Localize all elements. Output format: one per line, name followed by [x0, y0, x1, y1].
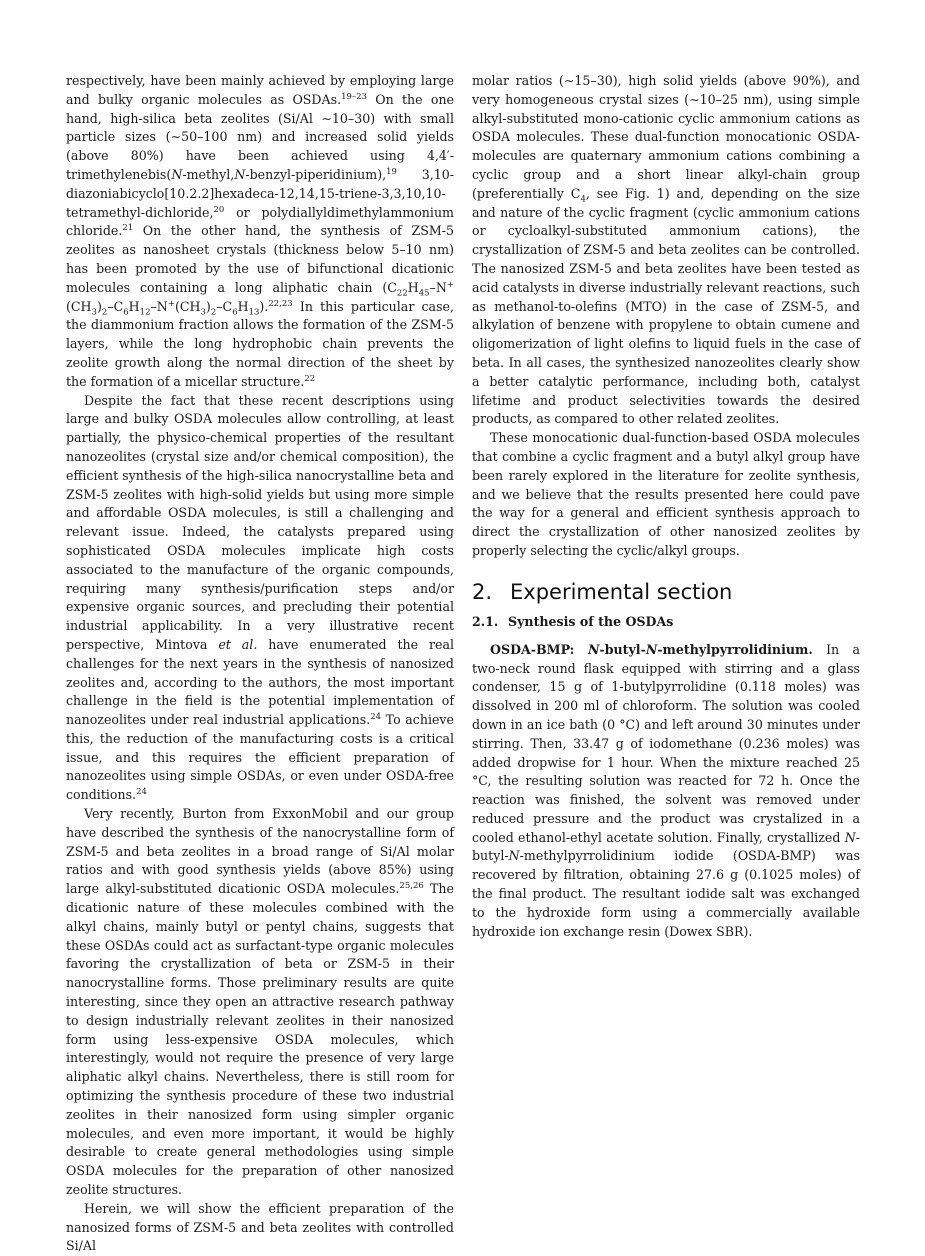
- paragraph: [66, 72, 454, 392]
- citation: 24: [370, 711, 382, 722]
- right-column: [472, 72, 860, 941]
- text: et al.: [218, 636, 258, 652]
- formula-text: –C: [107, 298, 124, 314]
- text: In a two-neck round flask equipped with stirring and a glass condenser, 15 g of 1-butylpyrrolidine (0.118 moles) was dissolved in 200 ml of chloroform. The solution was cooled down in an ice bath (0 °C) and left around 30 minutes under stirring. Then, 33.47 g of iodomethane (0.236 moles) was added dropwise for 1 hour. When the mixture reached 25 °C, the resulting solution was reacted for 72 h. Once the reaction was finished, the solvent was removed under reduced pressure and the product was crystalized in a cooled ethanol-ethyl acetate solution. Finally, crystallized: [472, 641, 860, 845]
- text: respectively, have been mainly achieved by employing large and bulky organic molecules as OSDAs.: [66, 73, 454, 107]
- paragraph: [66, 1200, 454, 1256]
- text: N: [508, 848, 520, 864]
- citation: 21: [122, 223, 134, 234]
- text: N: [234, 166, 246, 182]
- text: OSDA-BMP:: [490, 641, 588, 657]
- formula-subscript: 3: [91, 307, 97, 318]
- text: molar ratios (∼15–30), high solid yields (above 90%), and very homogeneous crystal sizes (∼10–25 nm), using simple alkyl-substituted mono-cationic cyclic ammonium cations as OSDA molecules. These dual-function monocationic OSDA-molecules are quaternary ammonium cations combining a cyclic group and a short linear alkyl-chain group (preferentially C: [472, 73, 860, 201]
- section-heading: [472, 579, 860, 605]
- text: N: [844, 829, 856, 845]
- text: have enumerated the real challenges for the next years in the synthesis of nanosized zeolites and, according to the authors, the most important challenge in the field is the potential implementation of nanozeolites under real industrial applications.: [66, 636, 455, 728]
- paragraph: [66, 805, 454, 1200]
- text: , see Fig. 1) and, depending on the size and nature of the cyclic fragment (cyclic ammonium cations or cycloalkyl-substituted ammonium cations), the crystallization of ZSM-5 and beta zeolites can be controlled. The nanosized ZSM-5 and beta zeolites have been tested as acid catalysts in diverse industrially relevant reactions, such as methanol-to-olefins (MTO) in the case of ZSM-5, and alkylation of benzene with propylene to obtain cumene and oligomerization of light olefins to liquid fuels in the case of beta. In all cases, the synthesized nanozeolites clearly show a better catalytic performance, including both, catalyst lifetime and product selectivities towards the desired products, as compared to other related zeolites.: [472, 185, 860, 427]
- subsection-number: 2.1.: [472, 613, 499, 629]
- citation: 20: [213, 204, 225, 215]
- text: -benzyl-piperidinium),: [245, 166, 387, 182]
- formula-text: ): [96, 298, 102, 314]
- formula-subscript: 6: [232, 307, 238, 318]
- text: -butyl-: [599, 641, 646, 657]
- formula-superscript: +: [167, 298, 175, 309]
- citation: 19: [386, 166, 397, 177]
- formula-text: H: [237, 298, 249, 314]
- formula-subscript: 12: [139, 307, 151, 318]
- formula-text: (CH: [174, 298, 201, 314]
- formula-text: ): [205, 298, 211, 314]
- formula-text: –N: [150, 298, 168, 314]
- text: These monocationic dual-function-based OSDA molecules that combine a cyclic fragment and a butyl alkyl group have been rarely explored in the literature for zeolite synthesis, and we believe that the results presented here could pave the way for a general and efficient synthesis approach to direct the crystallization of other nanosized zeolites by properly selecting the cyclic/alkyl groups.: [472, 430, 860, 558]
- text: N: [587, 641, 600, 657]
- formula-subscript: 4: [580, 194, 586, 205]
- formula-subscript: 22: [396, 288, 408, 299]
- text: The dicationic nature of these molecules combined with the alkyl chains, mainly butyl or pentyl chains, suggests that these OSDAs could act as surfactant-type organic molecules favoring the crystallization of beta or ZSM-5 in their nanocrystalline forms. Those preliminary results are quite interesting, since they open an attractive research pathway to design industrially relevant zeolites in their nanosized form using less-expensive OSDA molecules, which interestingly, would not require the presence of very large aliphatic alkyl chains. Nevertheless, there is still room for optimizing the synthesis procedure of these two industrial zeolites in their nanosized form using simpler organic molecules, and even more important, it would be highly desirable to create general methodologies using simple OSDA molecules for the preparation of other nanosized zeolite structures.: [66, 881, 454, 1198]
- formula-text: ).: [259, 298, 269, 314]
- formula-subscript: 2: [101, 307, 108, 318]
- formula-superscript: +: [446, 279, 454, 290]
- text: To achieve this, the reduction of the manufacturing costs is a critical issue, and this requires the efficient preparation of nanozeolites using simple OSDAs, or even under OSDA-free conditions.: [66, 712, 455, 803]
- left-column: [66, 72, 454, 1256]
- citation: 19–23: [341, 91, 367, 102]
- subsection-heading: [472, 613, 860, 631]
- paragraph: [472, 72, 860, 429]
- subsection-title: Synthesis of the OSDAs: [508, 613, 674, 629]
- text: N: [171, 166, 183, 182]
- text: Very recently, Burton from ExxonMobil and our group have described the synthesis of the nanocrystalline form of ZSM-5 and beta zeolites in a broad range of Si/Al molar ratios and with good synthesis yields (above 85%) using large alkyl-substituted dicationic OSDA molecules.: [66, 806, 454, 897]
- formula-subscript: 6: [123, 307, 129, 318]
- text: In this particular case, the diammonium fraction allows the formation of the ZSM-5 layers, while the long hydrophobic chain prevents the zeolite growth along the normal direction of the sheet by the formation of a micellar structure.: [66, 298, 454, 389]
- citation: 22,23: [268, 298, 293, 309]
- text: -methylpyrrolidinium.: [657, 641, 813, 657]
- citation: 25,26: [399, 881, 424, 892]
- paragraph: [472, 429, 860, 561]
- formula-text: H: [407, 279, 419, 295]
- text: N: [645, 641, 658, 657]
- text: -butyl-: [472, 829, 860, 864]
- text: -methyl,: [182, 166, 235, 182]
- section-title: Experimental section: [510, 579, 733, 604]
- formula-subscript: 3: [200, 307, 206, 318]
- text: 3,10-diazoniabicyclo[10.2.2]hexadeca-12,14,15-triene-3,3,10,10-tetramethyl-dichloride,: [66, 166, 454, 220]
- text: Herein, we will show the efficient preparation of the nanosized forms of ZSM-5 and beta zeolites with controlled Si/Al: [66, 1200, 454, 1254]
- section-number: 2.: [472, 579, 493, 604]
- text: Despite the fact that these recent descriptions using large and bulky OSDA molecules allow controlling, at least partially, the physico-chemical properties of the resultant nanozeolites (crystal size and/or chemical composition), the efficient synthesis of the high-silica nanocrystalline beta and ZSM-5 zeolites with high-solid yields but using more simple and affordable OSDA molecules, is still a challenging and relevant issue. Indeed, the catalysts prepared using sophisticated OSDA molecules implicate high costs associated to the manufacture of the organic compounds, requiring many synthesis/purification steps and/or expensive organic sources, and precluding their potential industrial applicability. In a very illustrative recent perspective, Mintova: [66, 392, 454, 652]
- text: On the one hand, high-silica beta zeolites (Si/Al ∼10–30) with small particle sizes (∼50–100 nm) and increased solid yields (above 80%) have been achieved using 4,4′-trimethylenebis(: [66, 91, 455, 182]
- formula-subscript: 2: [210, 307, 217, 318]
- text: or polydiallyldimethylammonium chloride.: [66, 204, 454, 239]
- formula-subscript: 13: [248, 307, 260, 318]
- citation: 24: [136, 787, 147, 798]
- formula-text: H: [128, 298, 140, 314]
- formula-text: –C: [216, 298, 233, 314]
- text: -methylpyrrolidinium iodide (OSDA-BMP) was recovered by filtration, obtaining 27.6 g (0.1025 moles) of the final product. The resultant iodide salt was exchanged to the hydroxide form using a commercially available hydroxide ion exchange resin (Dowex SBR).: [472, 848, 860, 939]
- formula-text: (CH: [66, 298, 92, 314]
- text: On the other hand, the synthesis of ZSM-5 zeolites as nanosheet crystals (thickness below 5–10 nm) has been promoted by the use of bifunctional dicationic molecules containing a long aliphatic chain (C: [66, 223, 454, 295]
- citation: 22: [304, 373, 316, 384]
- paragraph: [66, 392, 454, 806]
- formula-subscript: 45: [418, 288, 430, 299]
- paragraph: [472, 641, 860, 942]
- formula-text: –N: [429, 279, 447, 295]
